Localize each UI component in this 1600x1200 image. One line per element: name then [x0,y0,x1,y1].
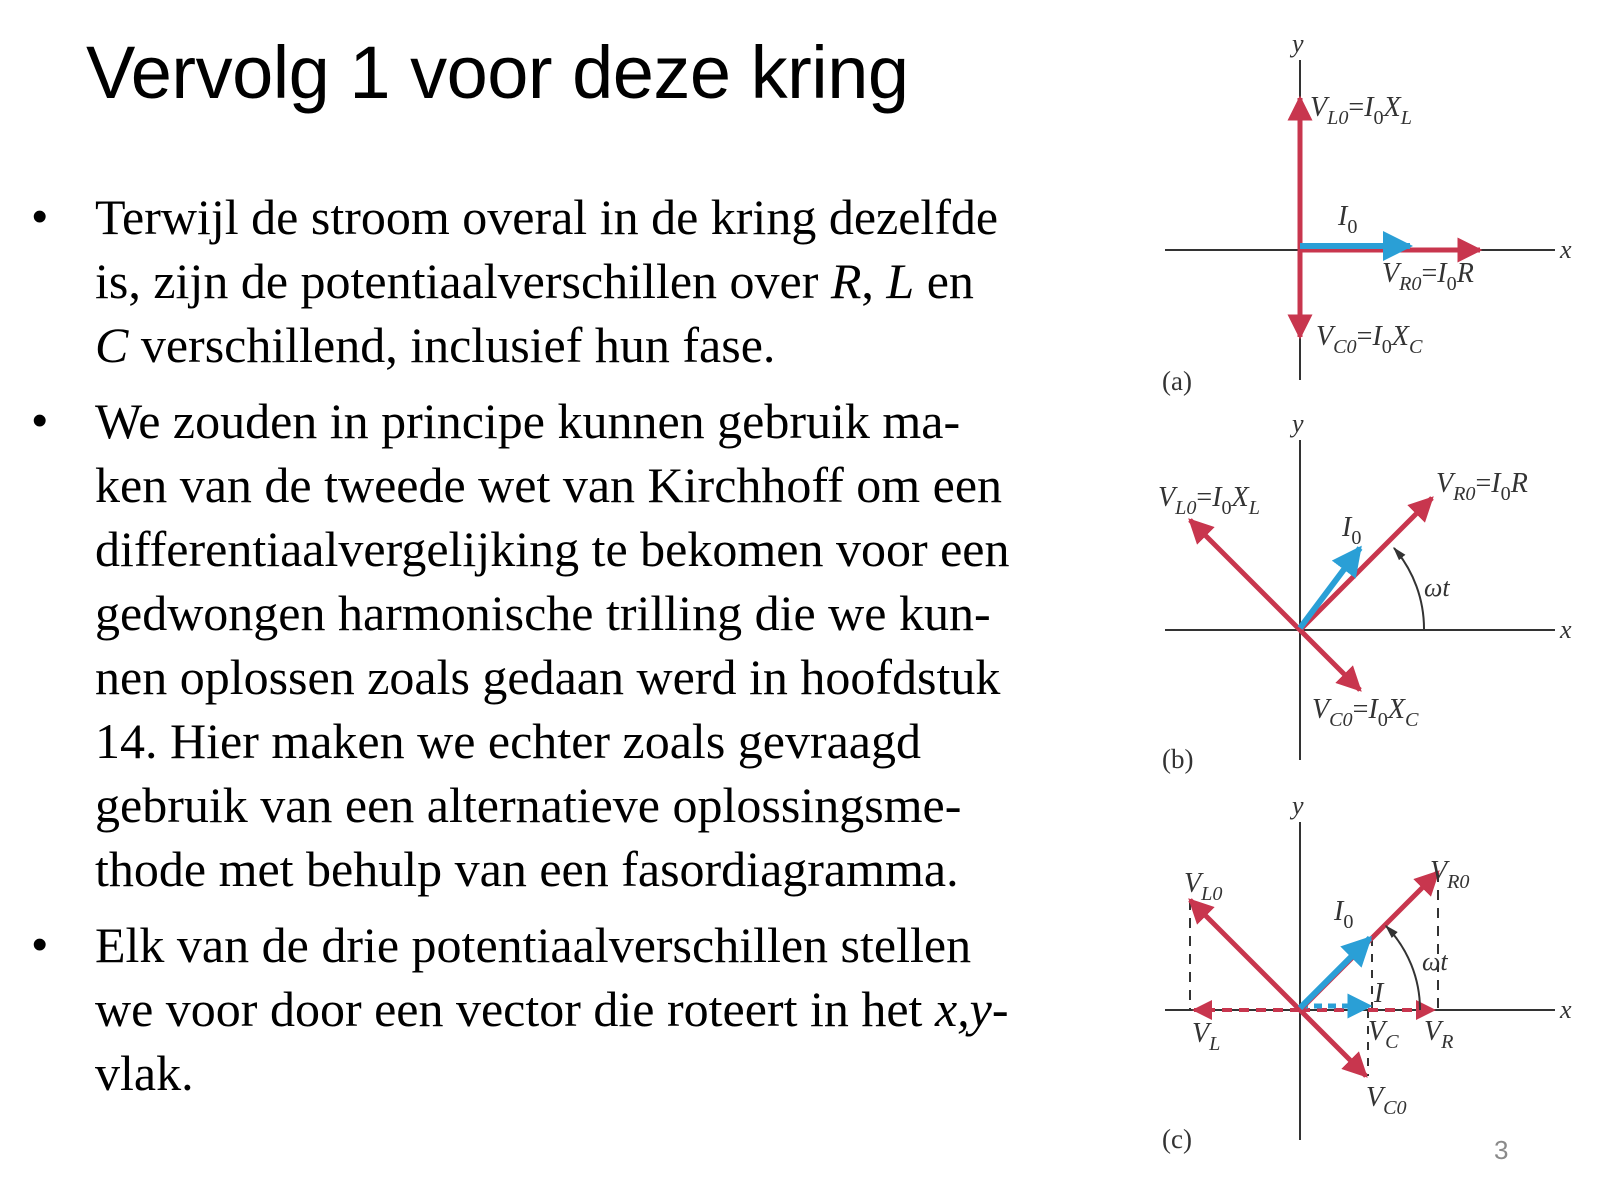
label-vl0: $V_{L0}=I_0X_L$ [1310,92,1412,129]
label-i0: $I_0$ [1334,896,1354,933]
bullet-line: differentiaalvergelijking te bekomen voor een [95,521,1010,577]
label-vl: $V_L$ [1192,1018,1221,1055]
label-vr0: $V_{R0}=I_0R$ [1436,468,1528,505]
bullet-line: ken van de tweede wet van Kirchhoff om een [95,457,1003,513]
vector-vl0 [1190,520,1300,630]
panel-label-b: (b) [1162,744,1194,774]
panel-label-a: (a) [1162,366,1192,396]
phasor-diagram-c [1162,791,1572,1154]
x-axis-label: x [1560,615,1572,644]
phasor-diagram-b [1158,409,1572,774]
panel-label-c: (c) [1162,1124,1192,1154]
label-vc: $V_C$ [1368,1016,1399,1053]
x-axis-label: x [1560,995,1572,1024]
bullet-line: 14. Hier maken we echter zoals gevraagd [95,713,922,769]
angle-arc [1394,548,1424,630]
vector-vc0 [1300,630,1360,690]
label-i0: $I_0$ [1342,512,1362,549]
y-axis-label: y [1292,29,1304,58]
bullet-line: vlak. [95,1045,194,1101]
x-axis-label: x [1560,235,1572,264]
vector-vc0 [1300,1010,1366,1076]
label-i: I [1374,978,1384,1009]
vector-i0 [1300,938,1370,1008]
slide-number: 3 [1494,1135,1509,1165]
angle-arc [1386,926,1420,1010]
slide-title: Vervolg 1 voor deze kring [86,31,909,114]
bullet-line: We zouden in principe kunnen gebruik ma- [95,393,961,449]
label-vr: $V_R$ [1424,1016,1454,1053]
bullet-line: thode met behulp van een fasordiagramma. [95,841,959,897]
label-vc0: $V_{C0}=I_0X_C$ [1312,694,1419,731]
label-i0: $I_0$ [1338,201,1358,238]
bullet-line: gedwongen harmonische trilling die we kun- [95,585,991,641]
y-axis-label: y [1292,791,1304,820]
bullet-line: we voor door een vector die roteert in het x,y- [95,981,1009,1037]
bullet-dot: • [32,192,48,241]
label-vc0: $V_{C0}$ [1366,1082,1407,1119]
bullet-line: is, zijn de potentiaalverschillen over R, L en [95,253,974,309]
bullet-dot: • [32,396,48,445]
angle-label: ωt [1424,573,1450,602]
bullet-line: gebruik van een alternatieve oplossingsme- [95,777,962,833]
bullet-dot: • [32,920,48,969]
vector-vl0 [1190,900,1300,1010]
label-vr0: $V_{R0}=I_0R$ [1382,258,1474,295]
phasor-diagram-a [1162,29,1572,396]
label-vl0: $V_{L0}$ [1184,868,1223,905]
label-vr0: $V_{R0}$ [1430,856,1470,893]
y-axis-label: y [1292,409,1304,438]
angle-label: ωt [1422,947,1448,976]
bullet-line: Terwijl de stroom overal in de kring dezelfde [95,189,999,245]
bullet-line: nen oplossen zoals gedaan werd in hoofdstuk [95,649,1001,705]
vector-i0 [1300,548,1360,628]
label-vc0: $V_{C0}=I_0X_C$ [1316,321,1423,358]
bullet-line: Elk van de drie potentiaalverschillen stellen [95,917,972,973]
label-vl0: $V_{L0}=I_0X_L$ [1158,482,1260,519]
bullet-line: C verschillend, inclusief hun fase. [95,317,776,373]
vector-vr0 [1300,498,1432,630]
